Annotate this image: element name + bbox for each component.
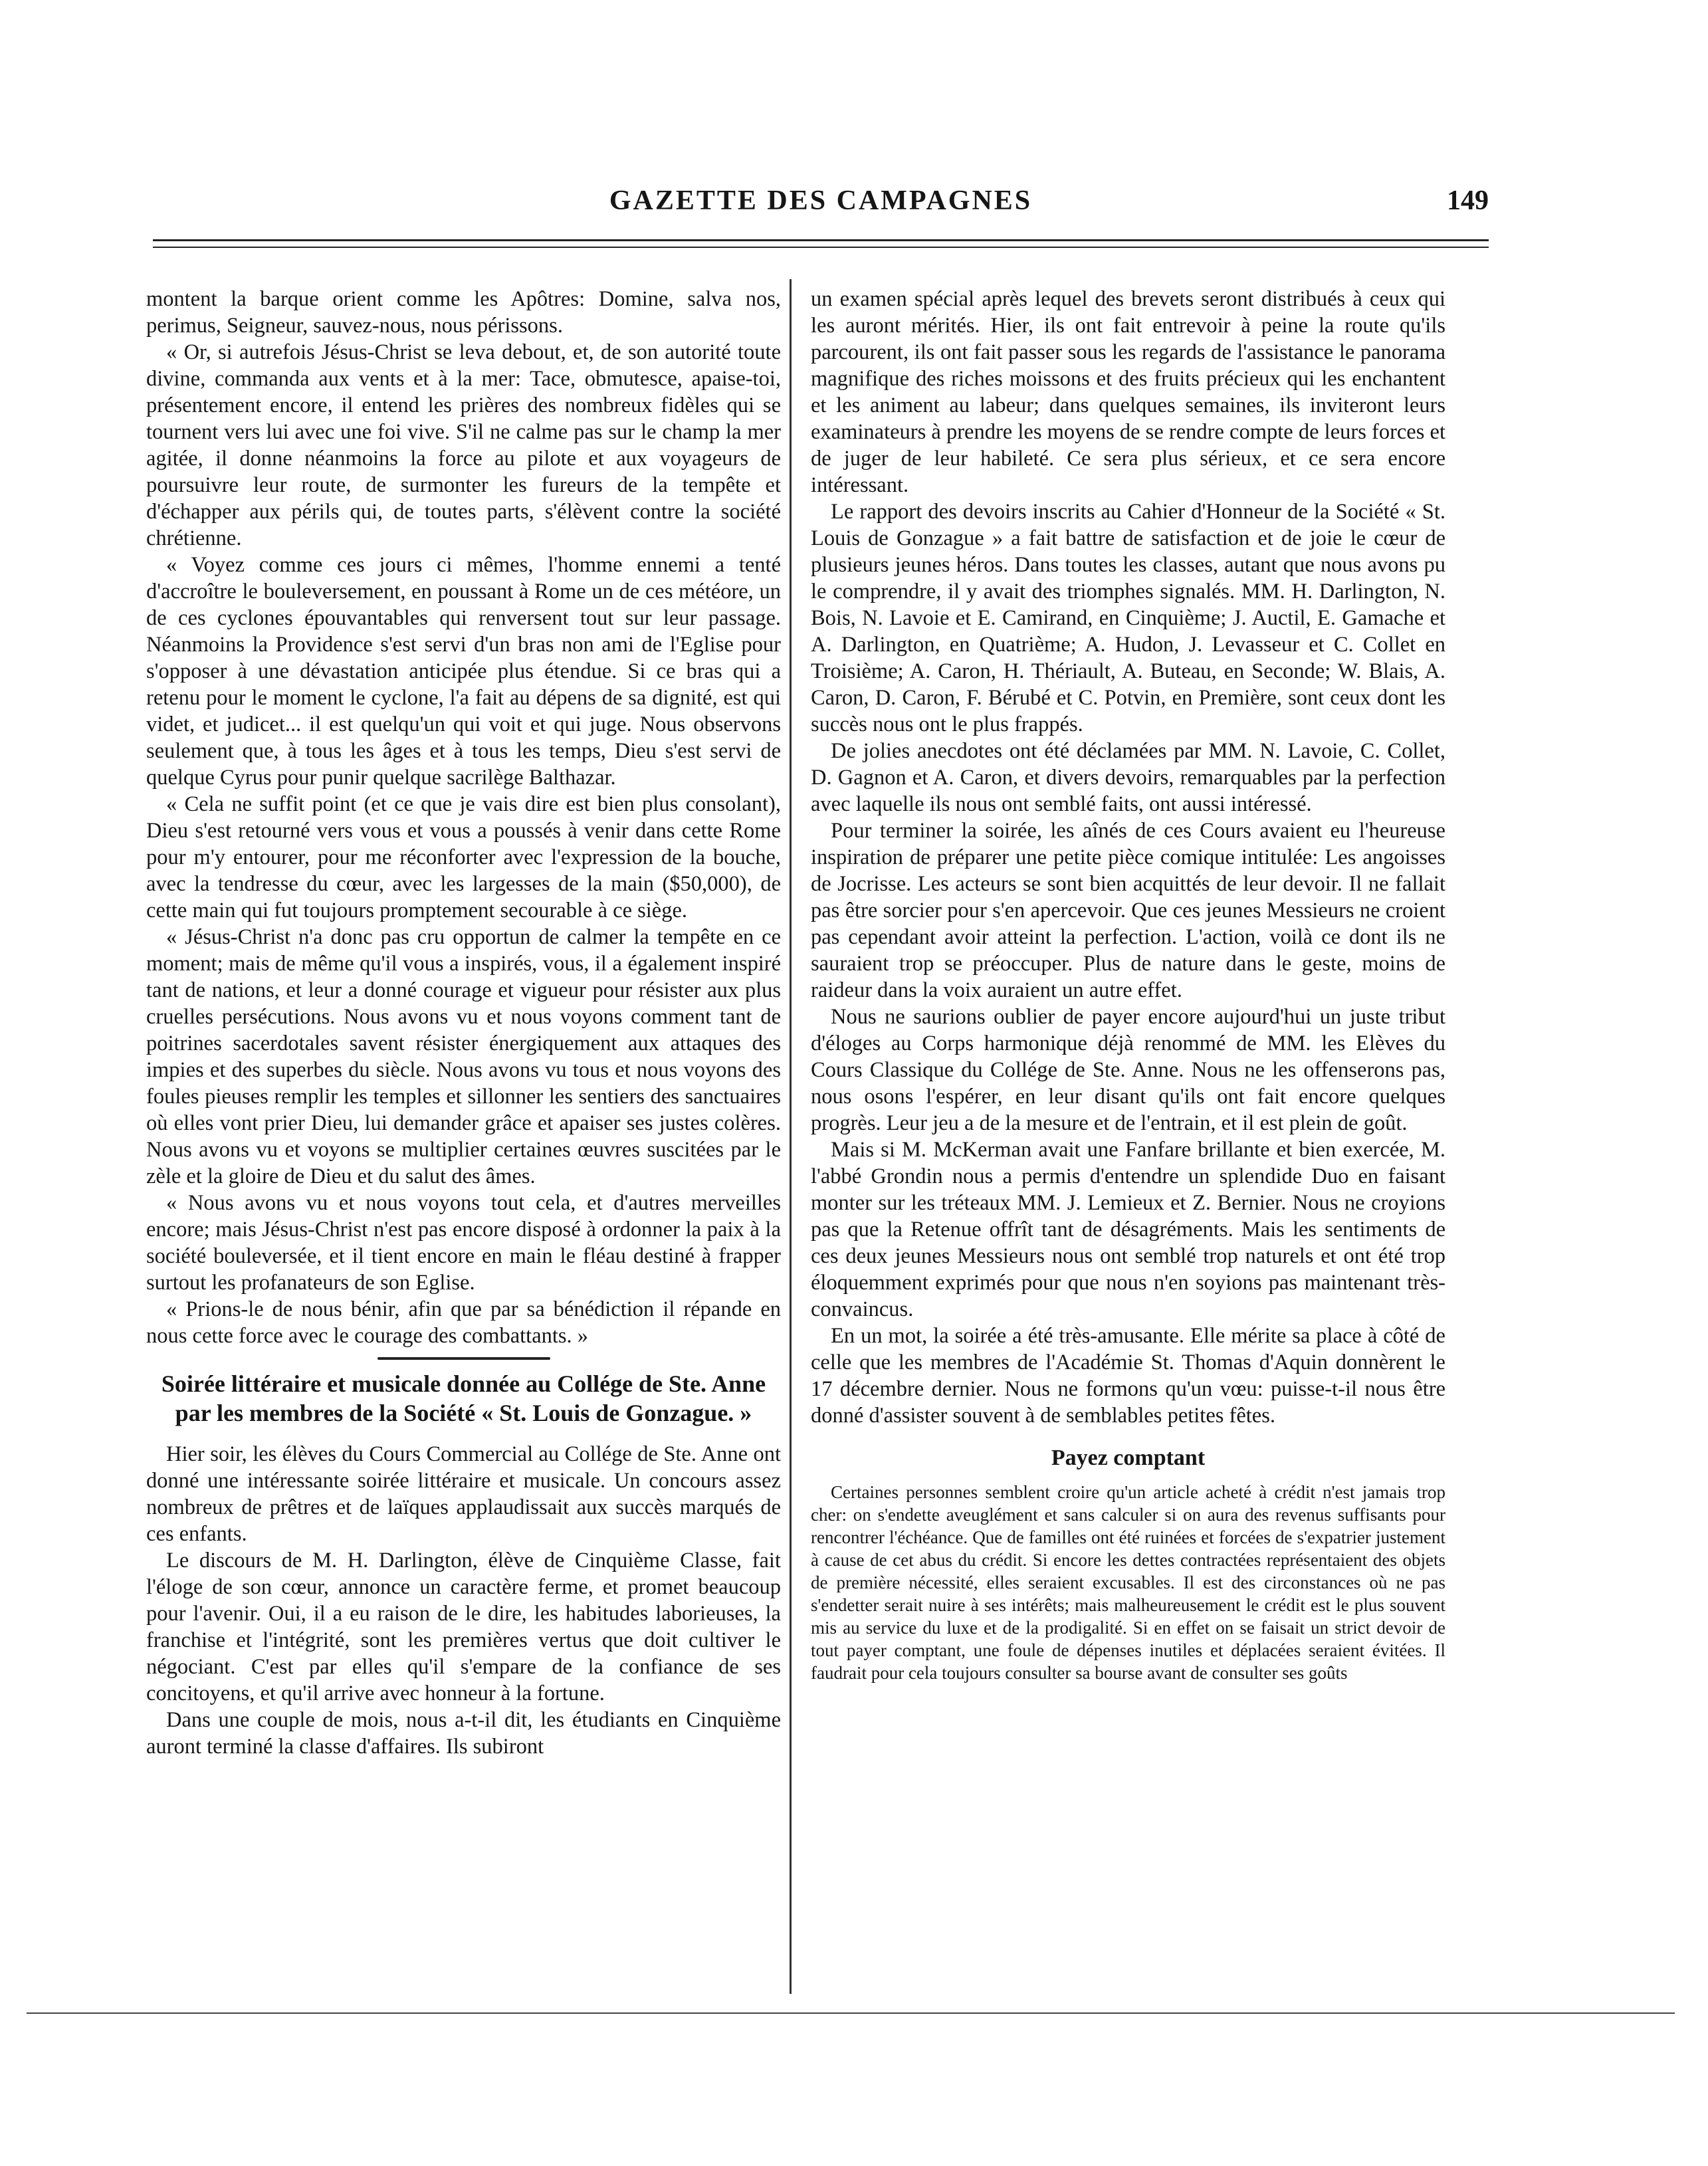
paragraph: « Nous avons vu et nous voyons tout cela, et d'autres merveilles encore; mais Jésus-Christ n'est pas encore disposé à ordonner la paix à la société bouleversée, et il tient encore en main le fléau destiné à frapper surtout les profanateurs de son Eglise. [146,1191,781,1295]
paragraph: Le rapport des devoirs inscrits au Cahier d'Honneur de la Société « St. Louis de Gonzague » a fait battre de satisfaction et de joie le cœur de plusieurs jeunes héros. Dans toutes les classes, autant que nous avons pu le comprendre, il y avait des triomphes signalés. MM. H. Darlington, N. Bois, N. Lavoie et E. Camirand, en Cinquième; J. Auctil, E. Gamache et A. Darlington, en Quatrième; A. Hudon, J. Levasseur et C. Collet en Troisième; A. Caron, H. Thériault, A. Buteau, en Seconde; W. Blais, A. Caron, D. Caron, F. Bérubé et C. Potvin, en Première, sont ceux dont les succès nous ont le plus frappés. [811,500,1445,736]
paragraph: De jolies anecdotes ont été déclamées par MM. N. Lavoie, C. Collet, D. Gagnon et A. Caron, et divers devoirs, remarquables par la perfection avec laquelle ils nous ont semblé faits, ont aussi intéressé. [811,739,1445,816]
paragraph: Hier soir, les élèves du Cours Commercial au Collége de Ste. Anne ont donné une intéressante soirée littéraire et musicale. Un concours assez nombreux de prêtres et de laïques applaudissait aux succès marqués de ces enfants. [146,1442,781,1546]
section-separator [377,1357,550,1360]
paragraph: « Voyez comme ces jours ci mêmes, l'homme ennemi a tenté d'accroître le bouleversement, en poussant à Rome un de ces météore, un de ces cyclones épouvantables qui renversent tout sur leur passage. Néanmoins la Providence s'est servi d'un bras non ami de l'Eglise pour s'opposer à une dévastation anticipée plus étendue. Si ce bras qui a retenu pour le moment le cyclone, l'a fait au dépens de sa dignité, est qui videt, et judicet... il est quelqu'un qui voit et qui juge. Nous observons seulement que, à tous les âges et à tous les temps, Dieu s'est servi de quelque Cyrus pour punir quelque sacrilège Balthazar. [146,553,781,790]
newspaper-title: GAZETTE DES CAMPAGNES [609,185,1033,216]
paragraph: « Jésus-Christ n'a donc pas cru opportun de calmer la tempête en ce moment; mais de même qu'il vous a inspirés, vous, il a également inspiré tant de nations, et leur a donné courage et vigueur pour résister aux plus cruelles persécutions. Nous avons vu et nous voyons comment tant de poitrines sacerdotales savent résister énergiquement aux attaques des impies et des superbes du siècle. Nous avons vu tous et nous voyons des foules pieuses remplir les temples et sillonner les sentiers des sanctuaires où elles vont prier Dieu, lui demander grâce et apaiser ses justes colères. Nous avons vu et voyons se multiplier certaines œuvres suscitées par le zèle et la gloire de Dieu et du salut des âmes. [146,925,781,1188]
article-headline: Payez comptant [1051,1446,1206,1470]
small-print-article [811,1481,1445,1684]
paragraph: Certaines personnes semblent croire qu'un article acheté à crédit n'est jamais trop cher: on s'endette aveuglément et sans calculer si on aura des revenus suffisants pour rencontrer l'échéance. Que de familles ont été ruinées et forcées de s'expatrier justement à cause de cet abus du crédit. Si encore les dettes contractées représentaient des objets de première nécessité, elles seraient excusables. Il est des circonstances où ne pas s'endetter serait nuire à ses intérêts; mais malheureusement le crédit est le plus souvent mis au service du luxe et de la prodigalité. Si en effet on se faisait un strict devoir de tout payer comptant, une foule de dépenses inutiles et déplacées seraient évitées. Il faudrait pour cela toujours consulter sa bourse avant de consulter ses goûts [811,1482,1445,1683]
paragraph: Le discours de M. H. Darlington, élève de Cinquième Classe, fait l'éloge de son cœur, annonce un caractère ferme, et promet beaucoup pour l'avenir. Oui, il a eu raison de le dire, les habitudes laborieuses, la franchise et l'intégrité, sont les premières vertus que doit cultiver le négociant. C'est par elles qu'il s'empare de la confiance de ses concitoyens, et qu'il arrive avec honneur à la fortune. [146,1549,781,1705]
column-divider [790,279,792,1994]
paragraph: En un mot, la soirée a été très-amusante. Elle mérite sa place à côté de celle que les membres de l'Académie St. Thomas d'Aquin donnèrent le 17 décembre dernier. Nous ne formons qu'un vœu: puisse-t-il nous être donné d'assister souvent à de semblables petites fêtes. [811,1324,1445,1428]
paragraph: « Prions-le de nous bénir, afin que par sa bénédiction il répande en nous cette force avec le courage des combattants. » [146,1297,781,1348]
page-number: 149 [1447,185,1489,216]
paragraph: Pour terminer la soirée, les aînés de ces Cours avaient eu l'heureuse inspiration de préparer une petite pièce comique intitulée: Les angoisses de Jocrisse. Les acteurs se sont bien acquittés de leur devoir. Il ne fallait pas être sorcier pour s'en apercevoir. Que ces jeunes Messieurs ne croient pas cependant avoir atteint la perfection. L'action, voilà ce dont ils ne sauraient trop se préoccuper. Plus de nature dans le geste, moins de raideur dans la voix auraient un autre effet. [811,819,1445,1002]
page-header [153,185,1489,231]
paragraph: un examen spécial après lequel des brevets seront distribués à ceux qui les auront mérités. Hier, ils ont fait entrevoir à peine la route qu'ils parcourent, ils ont fait passer sous les regards de l'assistance le panorama magnifique des riches moissons et des fruits précieux qui les enchantent et les animent au labeur; dans quelques semaines, ils inviteront leurs examinateurs à prendre les moyens de se rendre compte de leurs forces et de juger de leur habileté. Ce sera plus sérieux, et ce sera encore intéressant. [811,287,1445,497]
paragraph: « Cela ne suffit point (et ce que je vais dire est bien plus consolant), Dieu s'est retourné vers vous et vous a poussés à venir dans cette Rome pour m'y entourer, pour me réconforter avec l'expression de la bouche, avec la tendresse du cœur, avec les largesses de la main ($50,000), de cette main qui fut toujours promptement secourable à ce siège. [146,792,781,922]
header-rule [153,239,1489,248]
paragraph: Nous ne saurions oublier de payer encore aujourd'hui un juste tribut d'éloges au Corps harmonique déjà renommé de MM. les Elèves du Cours Classique du Collége de Ste. Anne. Nous ne les offenserons pas, nous osons l'espérer, en leur disant qu'ils ont fait encore quelques progrès. Leur jeu a de la mesure et de l'entrain, et il est plein de goût. [811,1005,1445,1135]
right-column [811,286,1445,1684]
paragraph: montent la barque orient comme les Apôtres: Domine, salva nos, perimus, Seigneur, sauvez-nous, nous périssons. [146,287,781,338]
left-column [146,286,781,1760]
footer-rule [27,2012,1675,2014]
paragraph: « Or, si autrefois Jésus-Christ se leva debout, et, de son autorité toute divine, commanda aux vents et à la mer: Tace, obmutesce, apaise-toi, présentement encore, il entend les prières des nombreux fidèles qui se tournent vers lui avec une foi vive. S'il ne calme pas sur le champ la mer agitée, il donne néanmoins la force au pilote et aux voyageurs de poursuivre leur route, de surmonter les fureurs de la tempête et d'échapper aux périls qui, de toutes parts, s'élèvent contre la société chrétienne. [146,340,781,550]
paragraph: Mais si M. McKerman avait une Fanfare brillante et bien exercée, M. l'abbé Grondin nous a permis d'entendre un splendide Duo en faisant monter sur les tréteaux MM. J. Lemieux et Z. Bernier. Nous ne croyions pas que la Retenue offrît tant de désagréments. Mais les sentiments de ces deux jeunes Messieurs nous ont semblé trop naturels et ont été trop éloquemment exprimés pour que nous n'en soyions pas maintenant très-convaincus. [811,1138,1445,1321]
article-headline: Soirée littéraire et musicale donnée au Collége de Ste. Anne par les membres de la Société « St. Louis de Gonzague. » [161,1370,766,1426]
paragraph: Dans une couple de mois, nous a-t-il dit, les étudiants en Cinquième auront terminé la classe d'affaires. Ils subiront [146,1708,781,1759]
